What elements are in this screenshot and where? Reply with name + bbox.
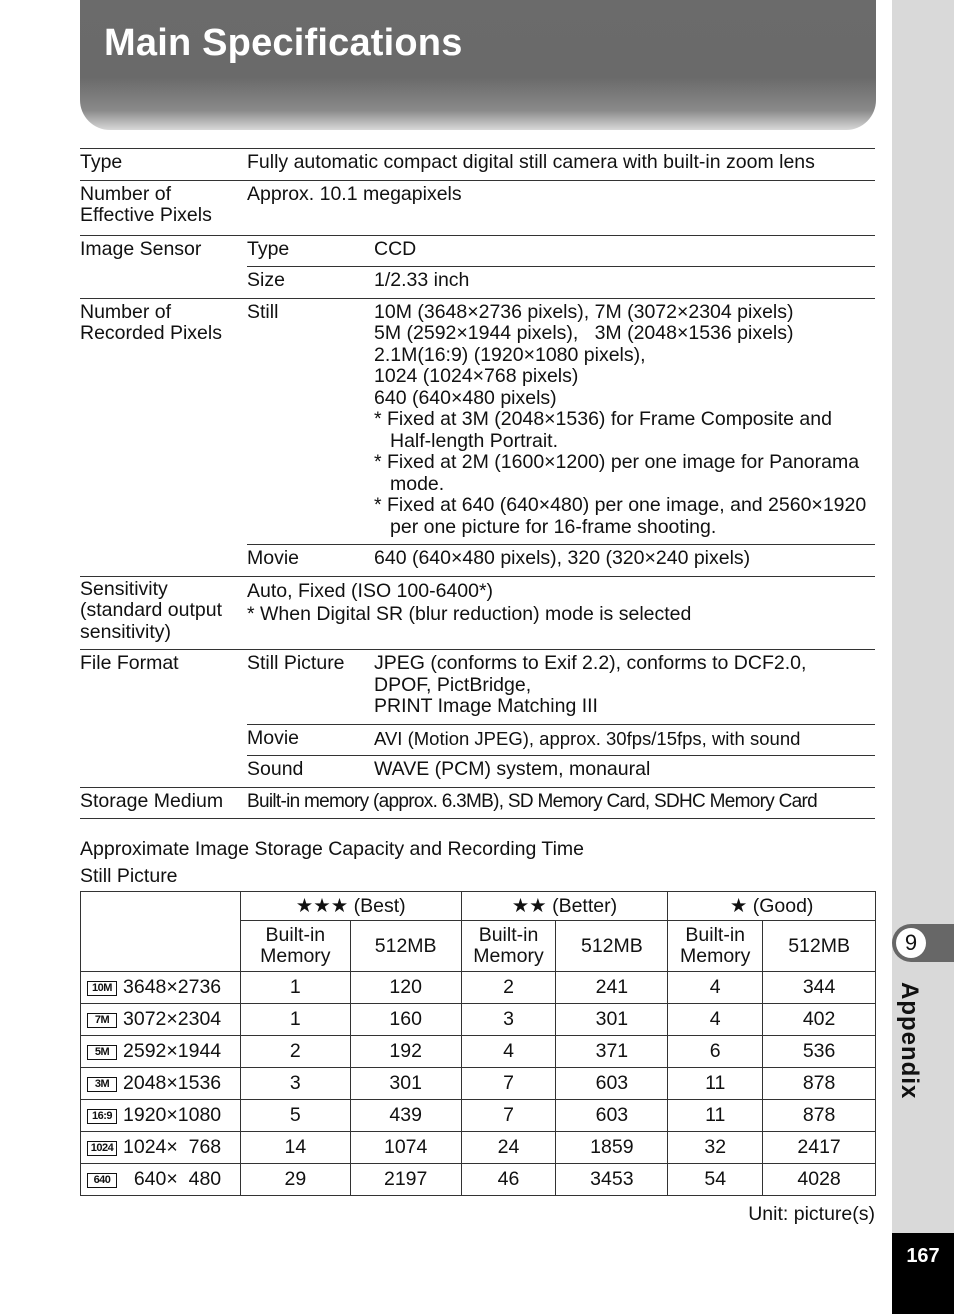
- spec-table: [80, 148, 875, 819]
- subheader-cell: Built-in Memory: [668, 921, 763, 972]
- resolution-icon: 1024: [87, 1141, 117, 1156]
- capacity-value-cell: 241: [556, 972, 668, 1004]
- resolution-size: 1024× 768: [123, 1136, 222, 1158]
- table-row: [81, 1036, 876, 1068]
- resolution-icon: 16:9: [87, 1109, 117, 1124]
- spec-row-file-format-still: [80, 650, 875, 725]
- capacity-value-cell: 1: [240, 1004, 350, 1036]
- spec-row-recorded-pixels-still: [80, 298, 875, 545]
- subheader-cell: 512MB: [350, 921, 461, 972]
- spec-sublabel: Still: [247, 298, 374, 545]
- capacity-value-cell: 11: [668, 1068, 763, 1100]
- spec-line: PRINT Image Matching III: [374, 695, 598, 717]
- capacity-value-cell: 878: [763, 1100, 876, 1132]
- resolution-icon: 10M: [87, 981, 117, 996]
- capacity-corner-cell: [81, 892, 241, 972]
- capacity-value-cell: 1: [240, 972, 350, 1004]
- capacity-value-cell: 536: [763, 1036, 876, 1068]
- quality-header-better: ★★ (Better): [461, 892, 668, 921]
- spec-label: Number of Recorded Pixels: [80, 298, 247, 576]
- table-row: [81, 1164, 876, 1196]
- spec-sublabel: Type: [247, 235, 374, 267]
- spec-sublabel: Movie: [247, 724, 374, 756]
- capacity-value-cell: 344: [763, 972, 876, 1004]
- spec-value: [247, 576, 875, 650]
- subheader-cell: 512MB: [556, 921, 668, 972]
- capacity-value-cell: 24: [461, 1132, 556, 1164]
- spec-sublabel: Still Picture: [247, 650, 374, 725]
- spec-row-storage: [80, 787, 875, 819]
- capacity-value-cell: 3: [461, 1004, 556, 1036]
- capacity-value-cell: 11: [668, 1100, 763, 1132]
- spec-row-type: [80, 149, 875, 181]
- spec-label: File Format: [80, 650, 247, 788]
- spec-line: JPEG (conforms to Exif 2.2), conforms to DCF2.0,: [374, 652, 807, 674]
- unit-note: Unit: picture(s): [748, 1203, 875, 1225]
- spec-row-sensitivity: [80, 576, 875, 650]
- capacity-value-cell: 878: [763, 1068, 876, 1100]
- capacity-value-cell: 301: [350, 1068, 461, 1100]
- capacity-header-row: [81, 892, 876, 921]
- capacity-heading: [80, 836, 584, 890]
- spec-value: 640 (640×480 pixels), 320 (320×240 pixels): [374, 545, 875, 577]
- capacity-value-cell: 160: [350, 1004, 461, 1036]
- spec-value: AVI (Motion JPEG), approx. 30fps/15fps, with sound: [374, 724, 875, 756]
- spec-line: 1024 (1024×768 pixels): [374, 365, 579, 387]
- capacity-value-cell: 371: [556, 1036, 668, 1068]
- resolution-cell: [81, 972, 241, 1004]
- resolution-cell: [81, 1068, 241, 1100]
- capacity-value-cell: 2417: [763, 1132, 876, 1164]
- spec-note: * Fixed at 2M (1600×1200) per one image for Panorama mode.: [374, 451, 860, 495]
- capacity-value-cell: 3453: [556, 1164, 668, 1196]
- subheader-cell: Built-in Memory: [240, 921, 350, 972]
- table-row: [81, 1100, 876, 1132]
- chapter-number: 9: [896, 928, 926, 958]
- resolution-cell: [81, 1164, 241, 1196]
- resolution-size: 3648×2736: [123, 976, 222, 998]
- spec-line: Auto, Fixed (ISO 100-6400*): [247, 579, 494, 602]
- capacity-value-cell: 2: [461, 972, 556, 1004]
- spec-line: * When Digital SR (blur reduction) mode is selected: [247, 602, 692, 625]
- subheader-cell: Built-in Memory: [461, 921, 556, 972]
- capacity-value-cell: 29: [240, 1164, 350, 1196]
- spec-label: Type: [80, 149, 247, 181]
- chapter-label: Appendix: [896, 982, 923, 1100]
- capacity-value-cell: 6: [668, 1036, 763, 1068]
- spec-value: WAVE (PCM) system, monaural: [374, 756, 875, 788]
- quality-header-good: ★ (Good): [668, 892, 876, 921]
- capacity-value-cell: 46: [461, 1164, 556, 1196]
- spec-note: * Fixed at 640 (640×480) per one image, and 2560×1920 per one picture for 16-frame shooting.: [374, 494, 867, 538]
- page-number: 167: [892, 1233, 954, 1314]
- spec-line: 2.1M(16:9) (1920×1080 pixels),: [374, 343, 646, 366]
- resolution-size: 640× 480: [123, 1168, 222, 1190]
- spec-sublabel: Sound: [247, 756, 374, 788]
- resolution-size: 2592×1944: [123, 1040, 222, 1062]
- spec-label: Number of Effective Pixels: [80, 180, 247, 235]
- capacity-value-cell: 32: [668, 1132, 763, 1164]
- subheader-cell: 512MB: [763, 921, 876, 972]
- spec-value: Approx. 10.1 megapixels: [247, 180, 875, 235]
- capacity-value-cell: 4: [668, 972, 763, 1004]
- spec-line: 10M (3648×2736 pixels), 7M (3072×2304 pixels): [374, 300, 794, 323]
- spec-line: 640 (640×480 pixels): [374, 386, 557, 409]
- spec-label: Sensitivity (standard output sensitivity): [80, 576, 247, 650]
- spec-sublabel: Movie: [247, 545, 374, 577]
- capacity-value-cell: 439: [350, 1100, 461, 1132]
- resolution-cell: [81, 1100, 241, 1132]
- spec-value: Built-in memory (approx. 6.3MB), SD Memory Card, SDHC Memory Card: [247, 787, 875, 819]
- resolution-icon: 3M: [87, 1077, 117, 1092]
- spec-line: 5M (2592×1944 pixels), 3M (2048×1536 pixels): [374, 322, 794, 344]
- capacity-value-cell: 192: [350, 1036, 461, 1068]
- spec-value: Fully automatic compact digital still camera with built-in zoom lens: [247, 149, 875, 181]
- capacity-subtitle: Still Picture: [80, 865, 178, 887]
- spec-line: DPOF, PictBridge,: [374, 673, 532, 696]
- spec-label: Storage Medium: [80, 787, 247, 819]
- capacity-value-cell: 7: [461, 1100, 556, 1132]
- spec-label: Image Sensor: [80, 235, 247, 298]
- capacity-value-cell: 2197: [350, 1164, 461, 1196]
- spec-value: 1/2.33 inch: [374, 267, 875, 299]
- resolution-icon: 5M: [87, 1045, 117, 1060]
- resolution-cell: [81, 1036, 241, 1068]
- capacity-table: [80, 891, 876, 1196]
- resolution-size: 2048×1536: [123, 1072, 222, 1094]
- table-row: [81, 972, 876, 1004]
- header-band: [80, 0, 876, 130]
- capacity-value-cell: 603: [556, 1100, 668, 1132]
- capacity-value-cell: 4: [461, 1036, 556, 1068]
- capacity-value-cell: 5: [240, 1100, 350, 1132]
- capacity-value-cell: 2: [240, 1036, 350, 1068]
- table-row: [81, 1132, 876, 1164]
- table-row: [81, 1004, 876, 1036]
- table-row: [81, 1068, 876, 1100]
- capacity-value-cell: 4: [668, 1004, 763, 1036]
- quality-header-best: ★★★ (Best): [240, 892, 461, 921]
- resolution-size: 1920×1080: [123, 1104, 222, 1126]
- capacity-value-cell: 402: [763, 1004, 876, 1036]
- capacity-value-cell: 301: [556, 1004, 668, 1036]
- resolution-cell: [81, 1004, 241, 1036]
- capacity-value-cell: 120: [350, 972, 461, 1004]
- spec-sublabel: Size: [247, 267, 374, 299]
- capacity-value-cell: 4028: [763, 1164, 876, 1196]
- capacity-value-cell: 7: [461, 1068, 556, 1100]
- capacity-value-cell: 3: [240, 1068, 350, 1100]
- spec-row-image-sensor-type: [80, 235, 875, 267]
- capacity-value-cell: 603: [556, 1068, 668, 1100]
- resolution-icon: 640: [87, 1173, 117, 1188]
- capacity-title: Approximate Image Storage Capacity and Recording Time: [80, 838, 585, 860]
- capacity-value-cell: 54: [668, 1164, 763, 1196]
- spec-value: [374, 650, 875, 725]
- capacity-value-cell: 14: [240, 1132, 350, 1164]
- spec-value: [374, 298, 875, 545]
- capacity-value-cell: 1859: [556, 1132, 668, 1164]
- capacity-value-cell: 1074: [350, 1132, 461, 1164]
- resolution-icon: 7M: [87, 1013, 117, 1028]
- page-title: Main Specifications: [104, 22, 463, 64]
- resolution-size: 3072×2304: [123, 1008, 222, 1030]
- spec-row-effective-pixels: [80, 180, 875, 235]
- resolution-cell: [81, 1132, 241, 1164]
- spec-value: CCD: [374, 235, 875, 267]
- spec-note: * Fixed at 3M (2048×1536) for Frame Composite and Half-length Portrait.: [374, 408, 832, 452]
